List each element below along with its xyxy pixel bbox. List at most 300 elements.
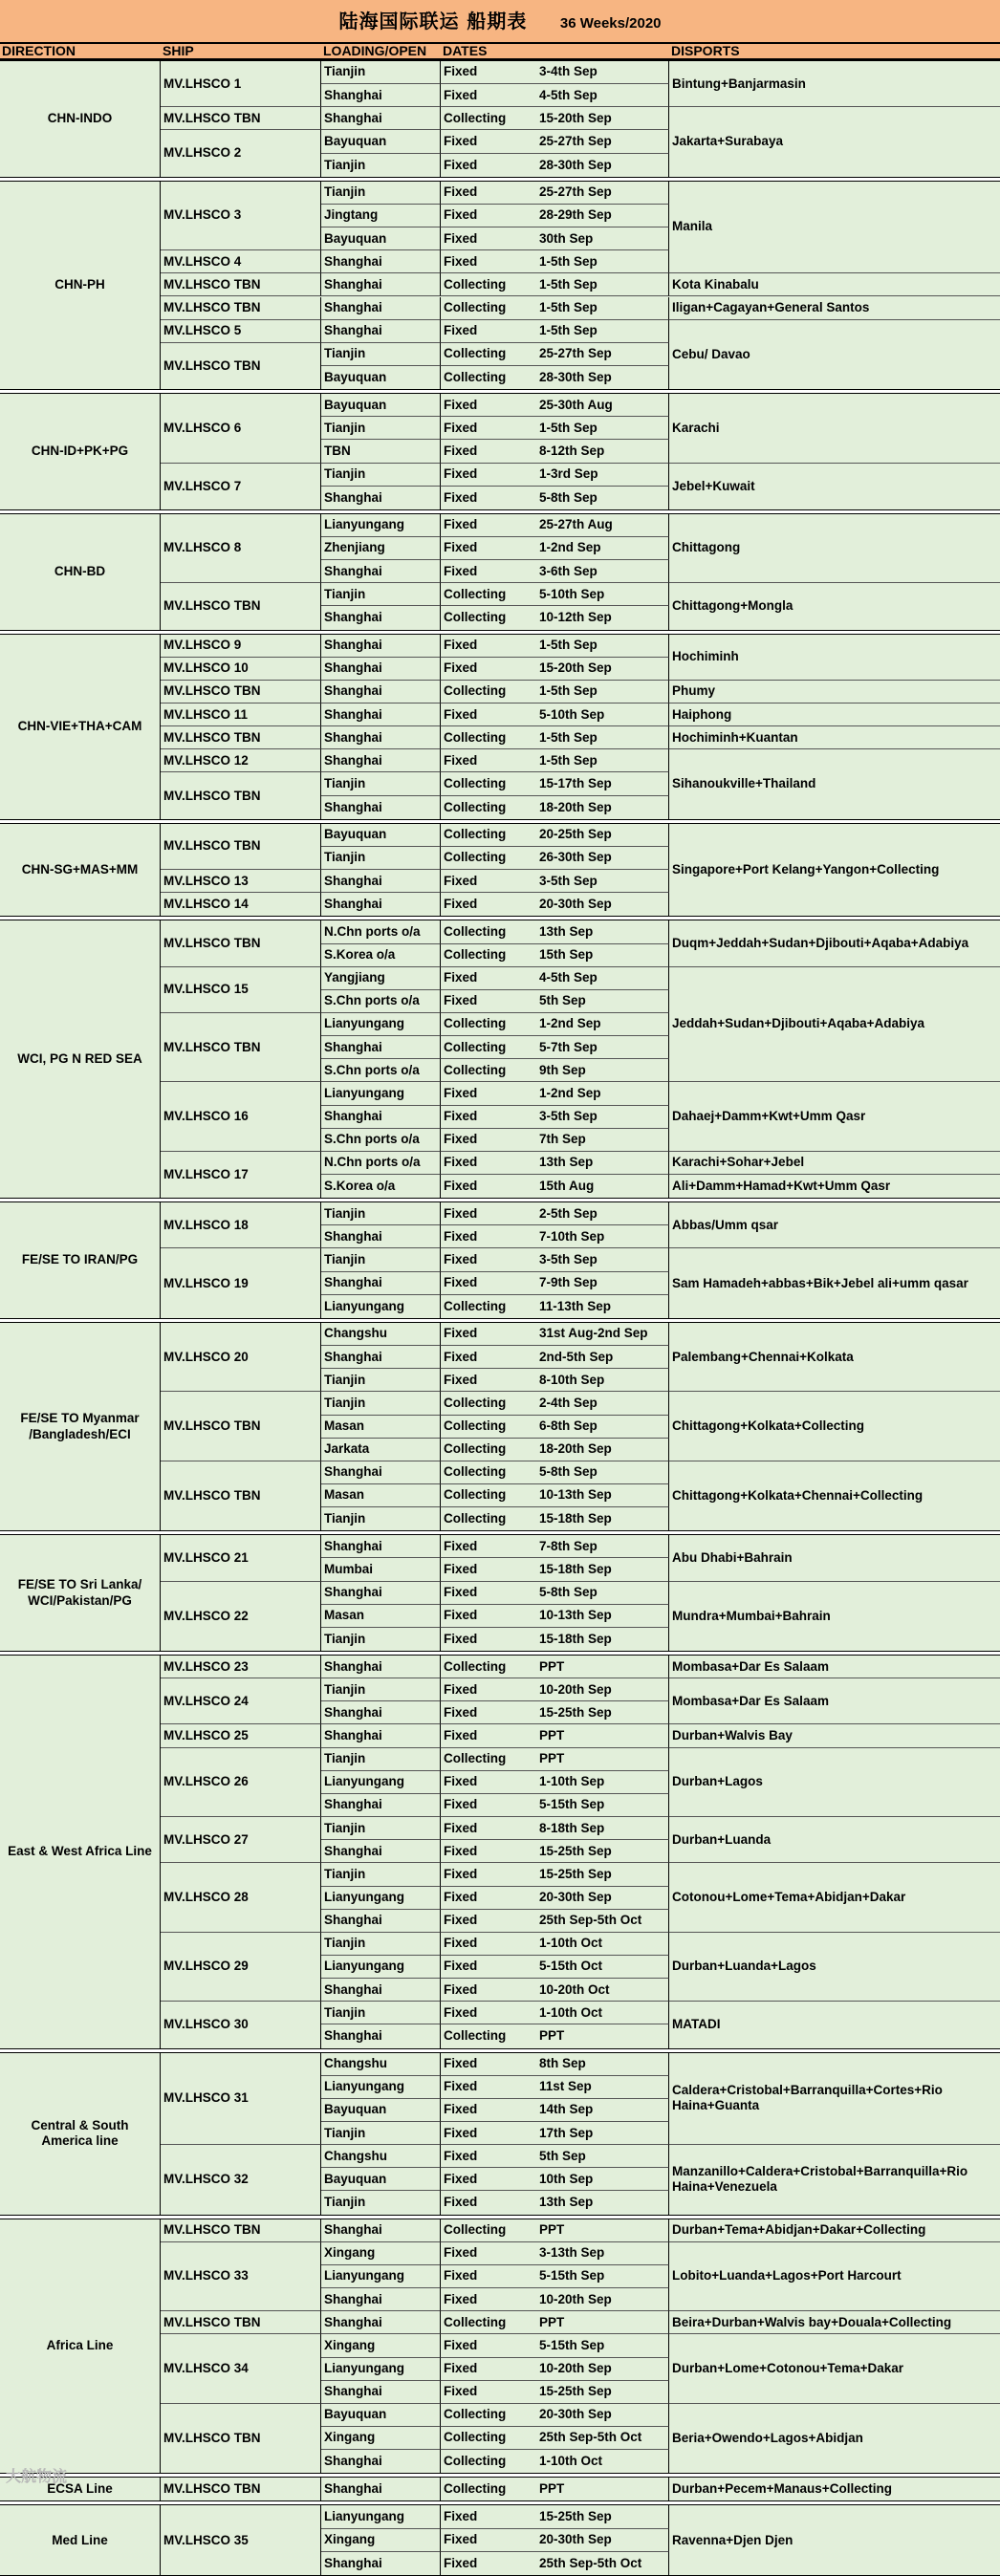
booking-status: Fixed	[441, 464, 537, 487]
booking-status: Fixed	[441, 1082, 537, 1105]
loading-dates: 2nd-5th Sep	[537, 1346, 669, 1369]
loading-dates: 10-20th Sep	[537, 1678, 669, 1701]
loading-dates: 10-20th Sep	[537, 2358, 669, 2381]
loading-port: Shanghai	[321, 2381, 441, 2404]
booking-status: Fixed	[444, 157, 478, 172]
booking-status: Fixed	[441, 1346, 537, 1369]
loading-port: Shanghai	[321, 1724, 441, 1747]
ship-name: MV.LHSCO 7	[161, 464, 321, 509]
loading-port: Shanghai	[321, 1225, 441, 1248]
header-loading: LOADING/OPEN	[323, 43, 427, 58]
loading-port: Shanghai	[321, 1656, 441, 1678]
loading-port: Tianjin	[321, 583, 441, 606]
loading-dates: 15th Aug	[537, 1175, 669, 1198]
loading-port: Bayuquan	[321, 824, 441, 847]
loading-dates: 25-27th Sep	[537, 343, 669, 366]
loading-port: Shanghai	[321, 84, 441, 107]
loading-port: Changshu	[321, 2053, 441, 2076]
loading-port: Shanghai	[321, 2024, 441, 2047]
booking-status: Collecting	[441, 1059, 537, 1082]
loading-dates: 9th Sep	[537, 1059, 669, 1082]
ship-name: MV.LHSCO TBN	[161, 583, 321, 629]
loading-port: Changshu	[321, 2145, 441, 2168]
route-direction: WCI, PG N RED SEA	[0, 920, 161, 1198]
booking-status: Fixed	[441, 1724, 537, 1747]
ship-name: MV.LHSCO 14	[161, 893, 321, 916]
loading-port: Shanghai	[321, 658, 441, 681]
disports: Mombasa+Dar Es Salaam	[669, 1678, 1000, 1724]
loading-port: Tianjin	[321, 847, 441, 870]
route-group	[0, 2477, 1000, 2501]
disports: Beira+Durban+Walvis bay+Douala+Collecting	[669, 2311, 1000, 2334]
disports: Abbas/Umm qsar	[669, 1202, 1000, 1248]
ship-name: MV.LHSCO 31	[161, 2053, 321, 2146]
booking-status: Fixed	[444, 2195, 478, 2210]
loading-dates: 1-5th Sep	[537, 417, 669, 440]
disports: Mombasa+Dar Es Salaam	[669, 1656, 1000, 1678]
loading-dates: 1-5th Sep	[537, 635, 669, 658]
booking-status: Collecting	[441, 1748, 537, 1771]
ship-name: MV.LHSCO TBN	[161, 2311, 321, 2334]
booking-status: Fixed	[441, 1678, 537, 1701]
disports: Phumy	[669, 681, 1000, 704]
loading-dates: 15-25th Sep	[537, 1701, 669, 1724]
route-direction: ECSA Line	[0, 2478, 161, 2500]
loading-port: Shanghai	[321, 2311, 441, 2334]
disports: Caldera+Cristobal+Barranquilla+Cortes+Rio Haina+Guanta	[669, 2053, 1000, 2146]
booking-status: Collecting	[441, 1416, 537, 1439]
loading-dates: 20-30th Sep	[537, 2529, 669, 2552]
disports: Iligan+Cagayan+General Santos	[669, 297, 1000, 320]
disports: Singapore+Port Kelang+Yangon+Collecting	[672, 862, 940, 877]
disports: Haiphong	[669, 704, 1000, 726]
loading-dates: 28-30th Sep	[537, 154, 669, 177]
loading-dates: 3-5th Sep	[537, 1106, 669, 1129]
loading-port: Tianjin	[321, 1628, 441, 1651]
disports: Sihanoukville+Thailand	[672, 776, 816, 791]
loading-dates: 1-5th Sep	[537, 726, 669, 749]
loading-dates: 5-15th Sep	[537, 2334, 669, 2357]
booking-status: Fixed	[441, 2529, 537, 2552]
booking-status: Fixed	[441, 635, 537, 658]
booking-status: Fixed	[441, 1701, 537, 1724]
loading-dates: 11-13th Sep	[537, 1295, 669, 1318]
loading-dates: 5th Sep	[537, 2145, 669, 2168]
loading-dates: 1-10th Oct	[537, 2450, 669, 2473]
disports: Manzanillo+Caldera+Cristobal+Barranquilla+Rio Haina+Venezuela	[672, 2164, 968, 2195]
booking-status: Fixed	[441, 560, 537, 583]
booking-status: Fixed	[441, 1956, 537, 1979]
ship-name: MV.LHSCO 35	[161, 2505, 321, 2574]
disports: Cebu/ Davao	[672, 346, 750, 361]
loading-port: Xingang	[321, 2334, 441, 2357]
loading-port: Shanghai	[321, 297, 441, 320]
ship-name: MV.LHSCO 23	[161, 1656, 321, 1678]
loading-port: Shanghai	[321, 1979, 441, 2002]
loading-dates: 28-29th Sep	[537, 205, 669, 227]
loading-port: N.Chn ports o/a	[321, 920, 441, 943]
loading-port: Lianyungang	[321, 2358, 441, 2381]
loading-port: Lianyungang	[321, 1295, 441, 1318]
booking-status: Fixed	[441, 1323, 537, 1346]
booking-status: Fixed	[441, 514, 537, 537]
disports: Jebel+Kuwait	[672, 478, 755, 493]
loading-port: Tianjin	[321, 1507, 441, 1530]
loading-dates: 25-27th Sep	[537, 182, 669, 205]
disports: Ravenna+Djen Djen	[672, 2532, 793, 2547]
schedule-title	[0, 0, 1000, 44]
loading-dates: PPT	[537, 2478, 669, 2500]
loading-port: Zhenjiang	[321, 537, 441, 560]
route-direction: CHN-BD	[0, 514, 161, 630]
booking-status: Collecting	[441, 1392, 537, 1415]
disports: Ali+Damm+Hamad+Kwt+Umm Qasr	[672, 1179, 891, 1193]
booking-status: Fixed	[441, 1535, 537, 1558]
ship-name: MV.LHSCO 19	[161, 1248, 321, 1317]
booking-status: Fixed	[441, 227, 537, 250]
header-disports: DISPORTS	[671, 43, 740, 58]
loading-dates: 8-18th Sep	[537, 1817, 669, 1840]
loading-port: Shanghai	[321, 1582, 441, 1605]
booking-status: Fixed	[441, 704, 537, 726]
disports: Sam Hamadeh+abbas+Bik+Jebel ali+umm qasar	[672, 1275, 968, 1290]
ship-name: MV.LHSCO TBN	[161, 2478, 321, 2500]
ship-name: MV.LHSCO 20	[161, 1323, 321, 1392]
header-direction: DIRECTION	[2, 43, 76, 58]
loading-port: Tianjin	[321, 1678, 441, 1701]
booking-status: Fixed	[441, 1272, 537, 1295]
loading-port: Shanghai	[321, 250, 441, 273]
loading-port: Shanghai	[321, 1535, 441, 1558]
loading-port: Lianyungang	[321, 2265, 441, 2288]
loading-dates: 1-10th Oct	[537, 1933, 669, 1956]
loading-dates: 2-4th Sep	[537, 1392, 669, 1415]
loading-port: Tianjin	[321, 464, 441, 487]
booking-status: Fixed	[441, 967, 537, 990]
loading-port: Tianjin	[321, 2122, 441, 2145]
loading-port: Shanghai	[321, 1461, 441, 1484]
ship-name: MV.LHSCO TBN	[161, 920, 321, 966]
loading-dates: 1-2nd Sep	[537, 1013, 669, 1036]
loading-port: Tianjin	[321, 1817, 441, 1840]
booking-status: Collecting	[444, 2028, 507, 2044]
booking-status: Fixed	[441, 2099, 537, 2122]
ship-name: MV.LHSCO 21	[161, 1535, 321, 1581]
loading-dates: 10th Sep	[537, 2168, 669, 2191]
disports: Jakarta+Surabaya	[672, 134, 783, 149]
loading-dates: 15-18th Sep	[537, 1507, 669, 1530]
ship-name: MV.LHSCO 5	[161, 320, 321, 343]
loading-dates: 11st Sep	[537, 2076, 669, 2099]
booking-status: Fixed	[441, 1910, 537, 1933]
loading-port: Shanghai	[321, 796, 441, 819]
loading-port: Lianyungang	[321, 1956, 441, 1979]
loading-port: Masan	[321, 1605, 441, 1628]
loading-dates: 25-30th Aug	[537, 394, 669, 417]
loading-port: Xingang	[321, 2529, 441, 2552]
ship-name: MV.LHSCO TBN	[161, 297, 321, 320]
ship-name: MV.LHSCO 32	[161, 2145, 321, 2214]
loading-port: Shanghai	[321, 2219, 441, 2242]
loading-dates: 8-10th Sep	[537, 1369, 669, 1392]
loading-dates: PPT	[537, 2024, 669, 2047]
booking-status: Collecting	[441, 2311, 537, 2334]
booking-status: Fixed	[441, 2334, 537, 2357]
table-header	[0, 44, 1000, 60]
loading-dates: 10-12th Sep	[537, 606, 669, 629]
loading-dates: 30th Sep	[537, 227, 669, 250]
loading-port: Jarkata	[321, 1439, 441, 1461]
loading-dates: 7-9th Sep	[537, 1272, 669, 1295]
loading-dates: 18-20th Sep	[537, 1439, 669, 1461]
disports: Durban+Lome+Cotonou+Tema+Dakar	[669, 2334, 1000, 2403]
booking-status: Collecting	[441, 1036, 537, 1059]
ship-name: MV.LHSCO 22	[161, 1582, 321, 1651]
ship-name: MV.LHSCO 27	[161, 1817, 321, 1863]
loading-port: Masan	[321, 1484, 441, 1507]
route-direction: CHN-PH	[0, 182, 161, 389]
ship-name: MV.LHSCO 17	[161, 1152, 321, 1198]
loading-port: Lianyungang	[321, 514, 441, 537]
disports: Abu Dhabi+Bahrain	[669, 1535, 1000, 1581]
booking-status: Fixed	[441, 61, 537, 84]
disports: Jeddah+Sudan+Djibouti+Aqaba+Adabiya	[669, 967, 1000, 1083]
booking-status: Fixed	[441, 1887, 537, 1910]
loading-port: Bayuquan	[321, 130, 441, 153]
loading-dates: 1-5th Sep	[537, 681, 669, 704]
loading-dates: 15-20th Sep	[537, 107, 669, 130]
booking-status: Collecting	[441, 343, 537, 366]
loading-port: Shanghai	[321, 2288, 441, 2311]
loading-port: Tianjin	[321, 1248, 441, 1271]
booking-status: Fixed	[441, 870, 537, 893]
ship-name: MV.LHSCO 12	[161, 749, 321, 772]
loading-dates: 10-13th Sep	[537, 1605, 669, 1628]
ship-name: MV.LHSCO 16	[161, 1082, 321, 1151]
ship-name: MV.LHSCO TBN	[161, 343, 321, 389]
disports: Mundra+Mumbai+Bahrain	[672, 1608, 831, 1623]
route-group	[0, 2052, 1000, 2216]
booking-status: Collecting	[444, 610, 507, 625]
ship-name: MV.LHSCO TBN	[161, 1461, 321, 1530]
ship-name: MV.LHSCO 15	[161, 967, 321, 1013]
loading-port: Shanghai	[321, 1272, 441, 1295]
loading-dates: 8-12th Sep	[537, 440, 669, 463]
booking-status: Collecting	[441, 944, 537, 967]
route-group	[0, 513, 1000, 631]
booking-status: Fixed	[441, 1106, 537, 1129]
loading-dates: 17th Sep	[537, 2122, 669, 2145]
disports: Karachi+Sohar+Jebel	[669, 1152, 1000, 1175]
loading-port: Bayuquan	[321, 366, 441, 389]
booking-status: Fixed	[441, 1605, 537, 1628]
header-dates: DATES	[443, 43, 488, 58]
route-direction: Africa Line	[0, 2219, 161, 2474]
loading-port: Tianjin	[321, 2002, 441, 2024]
loading-port: Lianyungang	[321, 2076, 441, 2099]
loading-dates: 3-5th Sep	[537, 1248, 669, 1271]
booking-status: Fixed	[441, 1933, 537, 1956]
loading-dates: 31st Aug-2nd Sep	[537, 1323, 669, 1346]
loading-dates: 1-5th Sep	[537, 297, 669, 320]
ship-name: MV.LHSCO 9	[161, 635, 321, 658]
loading-dates: 13th Sep	[537, 1152, 669, 1175]
loading-port: Shanghai	[321, 893, 441, 916]
loading-dates: 15-18th Sep	[537, 1628, 669, 1651]
ship-name: MV.LHSCO TBN	[161, 1013, 321, 1082]
loading-port: Bayuquan	[321, 2168, 441, 2191]
loading-dates: 1-10th Oct	[537, 2002, 669, 2024]
booking-status: Fixed	[441, 1248, 537, 1271]
booking-status: Fixed	[441, 205, 537, 227]
booking-status: Fixed	[444, 1631, 478, 1646]
loading-port: Tianjin	[321, 772, 441, 795]
booking-status: Fixed	[441, 1129, 537, 1152]
route-group	[0, 920, 1000, 1199]
booking-status: Fixed	[441, 2122, 537, 2145]
loading-port: Lianyungang	[321, 1013, 441, 1036]
loading-dates: PPT	[537, 1724, 669, 1747]
loading-dates: 20-30th Sep	[537, 1887, 669, 1910]
loading-port: Shanghai	[321, 749, 441, 772]
booking-status: Fixed	[441, 658, 537, 681]
disports: Durban+Pecem+Manaus+Collecting	[672, 2481, 892, 2497]
ship-name: MV.LHSCO TBN	[161, 681, 321, 704]
loading-dates: 1-5th Sep	[537, 749, 669, 772]
loading-dates: 7th Sep	[537, 1129, 669, 1152]
loading-dates: 5-15th Sep	[537, 1794, 669, 1817]
loading-port: Tianjin	[321, 182, 441, 205]
booking-status: Fixed	[444, 1179, 478, 1193]
ship-name: MV.LHSCO TBN	[161, 772, 321, 818]
booking-status: Fixed	[441, 1794, 537, 1817]
ship-name: MV.LHSCO TBN	[161, 107, 321, 130]
disports: Beria+Owendo+Lagos+Abidjan	[672, 2430, 863, 2445]
booking-status: Fixed	[441, 1152, 537, 1175]
loading-port: Changshu	[321, 1323, 441, 1346]
loading-dates: 1-2nd Sep	[537, 1082, 669, 1105]
disports: Kota Kinabalu	[669, 273, 1000, 296]
disports: Chittagong+Kolkata+Chennai+Collecting	[672, 1487, 924, 1503]
loading-port: S.Chn ports o/a	[321, 1129, 441, 1152]
loading-port: Tianjin	[321, 1392, 441, 1415]
loading-dates: 5-8th Sep	[537, 1582, 669, 1605]
booking-status: Fixed	[441, 320, 537, 343]
booking-status: Fixed	[441, 2381, 537, 2404]
booking-status: Collecting	[441, 1013, 537, 1036]
booking-status: Fixed	[441, 2168, 537, 2191]
booking-status: Fixed	[441, 1582, 537, 1605]
booking-status: Fixed	[441, 1817, 537, 1840]
loading-port: Shanghai	[321, 870, 441, 893]
booking-status: Fixed	[441, 1202, 537, 1225]
booking-status: Fixed	[441, 2076, 537, 2099]
loading-port: Shanghai	[321, 2552, 441, 2575]
loading-dates: 5-15th Oct	[537, 1956, 669, 1979]
booking-status: Fixed	[441, 84, 537, 107]
booking-status: Collecting	[441, 824, 537, 847]
loading-dates: 25-27th Aug	[537, 514, 669, 537]
loading-port: S.Korea o/a	[321, 1175, 441, 1198]
loading-port: Lianyungang	[321, 1082, 441, 1105]
loading-dates: 1-10th Sep	[537, 1771, 669, 1794]
booking-status: Fixed	[441, 440, 537, 463]
booking-status: Fixed	[441, 749, 537, 772]
watermark: 大航物流	[6, 2469, 68, 2485]
disports: Cotonou+Lome+Tema+Abidjan+Dakar	[669, 1863, 1000, 1932]
loading-port: Shanghai	[321, 1794, 441, 1817]
ship-name: MV.LHSCO 6	[161, 394, 321, 463]
ship-name: MV.LHSCO 18	[161, 1202, 321, 1248]
loading-dates: 8th Sep	[537, 2053, 669, 2076]
booking-status: Fixed	[441, 250, 537, 273]
booking-status: Fixed	[441, 1225, 537, 1248]
title-chinese: 陆海国际联运 船期表	[338, 10, 528, 32]
booking-status: Fixed	[441, 1979, 537, 2002]
booking-status: Fixed	[441, 2505, 537, 2528]
disports: Dahaej+Damm+Kwt+Umm Qasr	[669, 1082, 1000, 1151]
loading-dates: PPT	[537, 1748, 669, 1771]
booking-status: Collecting	[444, 2454, 507, 2469]
booking-status: Fixed	[441, 1369, 537, 1392]
loading-dates: 5-15th Sep	[537, 2265, 669, 2288]
ship-name: MV.LHSCO 26	[161, 1748, 321, 1817]
loading-port: Shanghai	[321, 487, 441, 509]
loading-dates: PPT	[537, 2219, 669, 2242]
ship-name: MV.LHSCO TBN	[161, 2404, 321, 2473]
loading-dates: 3-4th Sep	[537, 61, 669, 84]
loading-dates: 15-25th Sep	[537, 2381, 669, 2404]
loading-dates: 1-5th Sep	[537, 273, 669, 296]
ship-name: MV.LHSCO TBN	[161, 273, 321, 296]
loading-port: Bayuquan	[321, 227, 441, 250]
booking-status: Fixed	[441, 2358, 537, 2381]
loading-dates: 25th Sep-5th Oct	[537, 2427, 669, 2450]
route-direction: CHN-INDO	[0, 61, 161, 177]
booking-status: Collecting	[441, 1484, 537, 1507]
disports: Hochiminh	[669, 635, 1000, 681]
ship-name: MV.LHSCO 3	[161, 182, 321, 250]
loading-dates: 13th Sep	[537, 920, 669, 943]
booking-status: Collecting	[441, 726, 537, 749]
route-group	[0, 634, 1000, 820]
route-group	[0, 1322, 1000, 1531]
booking-status: Fixed	[441, 2265, 537, 2288]
loading-port: Tianjin	[321, 1202, 441, 1225]
loading-dates: 10-20th Oct	[537, 1979, 669, 2002]
disports: Palembang+Chennai+Kolkata	[669, 1323, 1000, 1392]
booking-status: Fixed	[441, 130, 537, 153]
loading-dates: 5-8th Sep	[537, 487, 669, 509]
ship-name: MV.LHSCO 30	[161, 2002, 321, 2047]
loading-port: Tianjin	[321, 343, 441, 366]
loading-port: Tianjin	[321, 61, 441, 84]
route-group	[0, 1655, 1000, 2049]
booking-status: Collecting	[441, 1656, 537, 1678]
loading-dates: 5-8th Sep	[537, 1461, 669, 1484]
loading-port: S.Korea o/a	[321, 944, 441, 967]
route-direction: FE/SE TO Sri Lanka/ WCI/Pakistan/PG	[0, 1535, 161, 1651]
loading-dates: 28-30th Sep	[537, 366, 669, 389]
booking-status: Collecting	[444, 1511, 507, 1526]
route-group	[0, 393, 1000, 510]
booking-status: Collecting	[441, 1439, 537, 1461]
route-direction: CHN-ID+PK+PG	[0, 394, 161, 509]
loading-port: Bayuquan	[321, 2404, 441, 2427]
loading-dates: 15-25th Sep	[537, 2505, 669, 2528]
disports: MATADI	[672, 2017, 721, 2032]
loading-port: Shanghai	[321, 1840, 441, 1863]
